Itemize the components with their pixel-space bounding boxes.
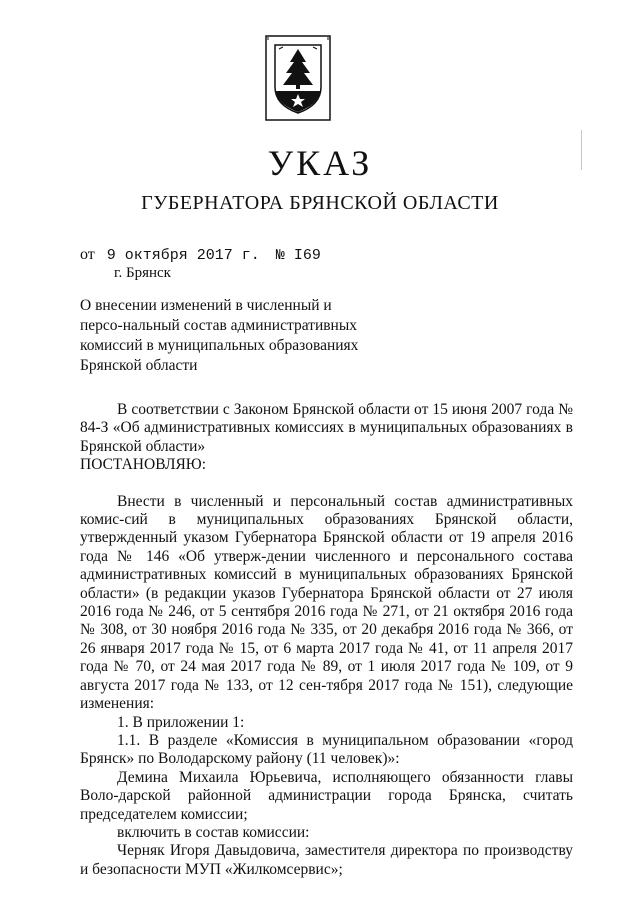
decree-body [80,401,573,879]
document-subtitle: ГУБЕРНАТОРА БРЯНСКОЙ ОБЛАСТИ [141,192,499,214]
item-1: 1. В приложении 1: [117,713,245,731]
document-title: УКАЗ [267,143,373,183]
dateline [80,246,321,264]
main-paragraph: Внести в численный и персональный состав административных комис-сий в муниципальных образованиях Брянской области, утвержденный указом Губернатора Брянской области от 19 апреля 2016 года № 146 «Об утверж-дении численного и персонального состава административных комиссий в муниципальных образованиях Брянской области» (в редакции указов Губернатора Брянской области от 27 июля 2016 года № 246, от 5 сентября 2016 года № 271, от 21 октября 2016 года № 308, от 30 ноября 2016 года № 335, от 20 декабря 2016 года № 366, от 26 января 2017 года № 15, от 6 марта 2017 года № 41, от 11 апреля 2017 года № 70, от 24 мая 2017 года № 89, от 1 июля 2017 года № 109, от 9 августа 2017 года № 133, от 12 сен-тября 2017 года № 151), следующие изменения: [80,492,573,713]
preamble-paragraph: В соответствии с Законом Брянской области от 15 июня 2007 года № 84-З «Об административных комиссиях в муниципальных образованиях в Брянской области» [80,401,573,455]
chernyak-paragraph: Черняк Игоря Давыдовича, заместителя директора по производству и безопасности МУП «Жилкомсервис»; [80,842,573,878]
include-paragraph: включить в состав комиссии: [117,823,310,841]
decree-subject: О внесении изменений в численный и персо-нальный состав административных комиссий в муниципальных образованиях Брянской области [80,297,359,374]
decree-number: № I69 [275,247,321,264]
coat-of-arms-icon [265,35,331,121]
decree-city: г. Брянск [114,265,171,281]
decree-word: ПОСТАНОВЛЯЮ: [80,456,207,474]
item-1-1: 1.1. В разделе «Комиссия в муниципальном образовании «город Брянск» по Володарскому району (11 человек)»: [80,731,573,768]
decree-date: 9 октября 2017 г. [106,247,260,264]
demina-paragraph: Демина Михаила Юрьевича, исполняющего обязанности главы Воло-дарской районной администрации города Брянска, считать председателем комиссии; [80,768,573,823]
dateline-prefix: от [80,246,95,263]
